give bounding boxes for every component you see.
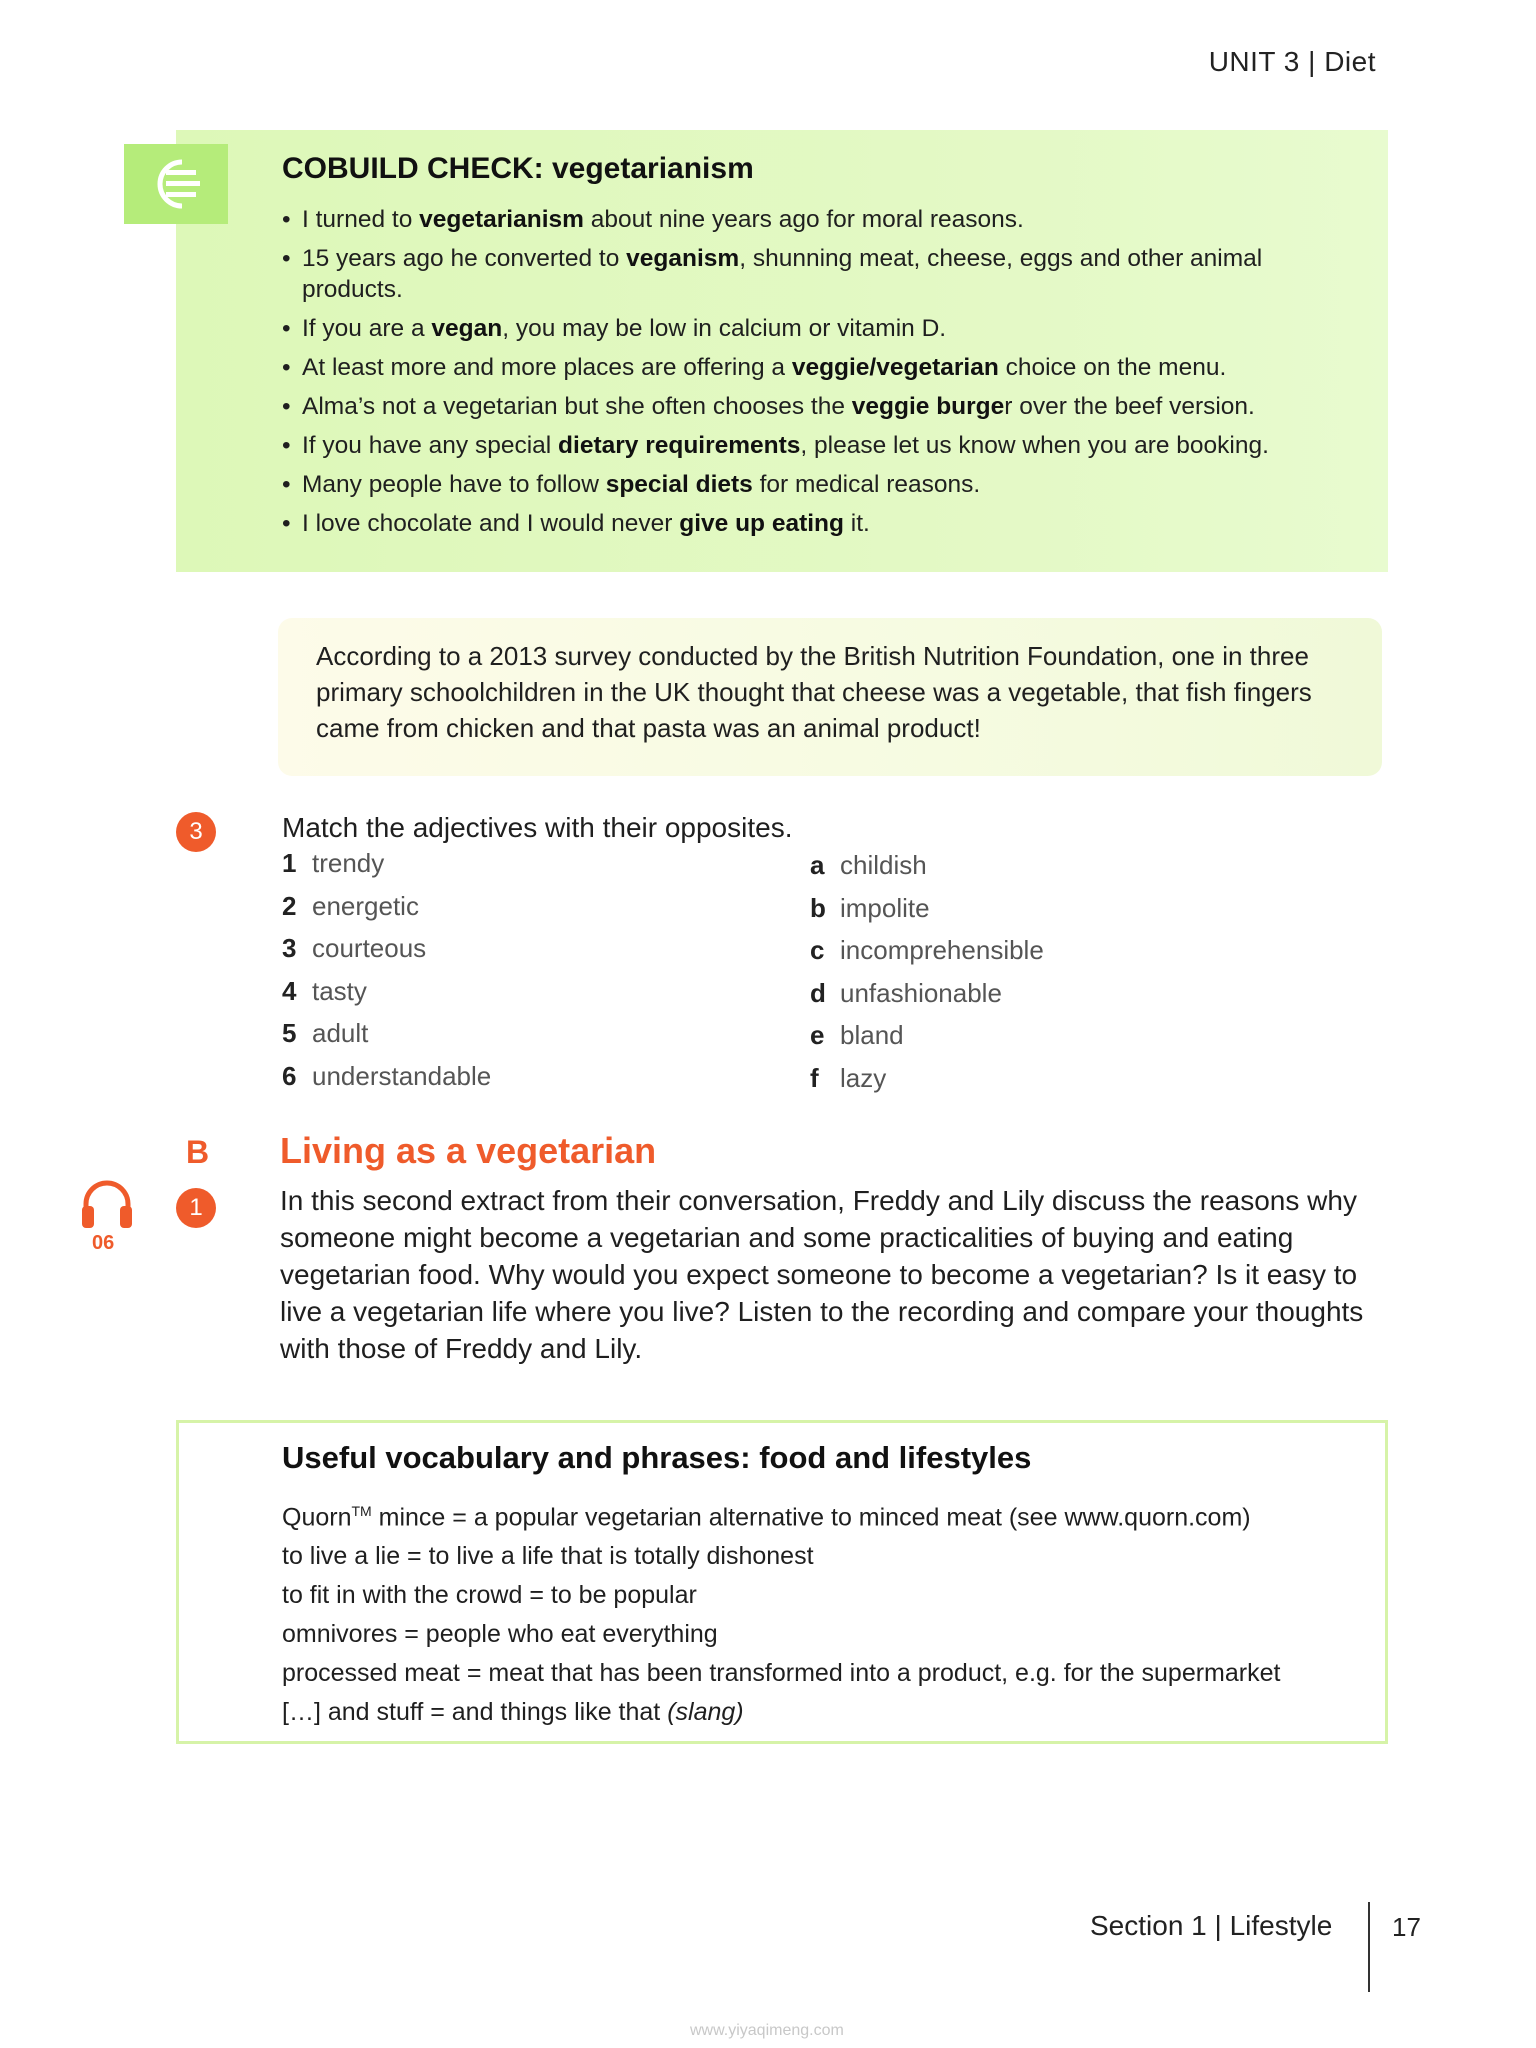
match-label: 1	[282, 848, 297, 878]
cobuild-example	[282, 430, 1362, 461]
match-word: unfashionable	[840, 977, 1002, 1008]
cobuild-example	[282, 391, 1362, 422]
text-segment: , please let us know when you are booking.	[800, 432, 1269, 459]
text-segment: Alma’s not a vegetarian but she often chooses the	[302, 393, 852, 420]
text-segment: to fit in with the crowd = to be popular	[282, 1581, 697, 1610]
match-label: 6	[282, 1060, 297, 1091]
cobuild-list	[282, 204, 1362, 547]
match-label: 3	[282, 933, 297, 963]
match-word: tasty	[312, 975, 367, 1006]
match-label: 2	[282, 890, 297, 921]
cobuild-example	[282, 243, 1362, 305]
text-segment: choice on the menu.	[998, 354, 1227, 381]
cobuild-example	[282, 204, 1362, 235]
text-segment: If you have any special	[302, 432, 559, 459]
text-segment: At least more and more places are offering a	[302, 354, 792, 381]
match-item	[810, 1063, 886, 1094]
match-label: e	[810, 1020, 825, 1050]
text-segment: omnivores = people who eat everything	[282, 1620, 718, 1649]
match-word: impolite	[840, 892, 930, 923]
text-segment: Quorn	[282, 1503, 352, 1532]
match-word: courteous	[312, 933, 427, 963]
cobuild-example	[282, 508, 1362, 539]
section-letter: B	[186, 1134, 210, 1170]
text-segment: , shunning meat, cheese, eggs and other animal products.	[302, 245, 1263, 303]
key-term: special diets	[605, 471, 753, 498]
key-term: veganism	[626, 245, 740, 272]
match-item	[810, 893, 930, 924]
text-segment: TM	[351, 1503, 372, 1519]
exercise-number-badge: 1	[176, 1188, 216, 1228]
match-word: adult	[312, 1018, 369, 1048]
match-word: understandable	[312, 1060, 492, 1091]
text-segment: If you are a	[302, 315, 432, 342]
text-segment: I love chocolate and I would never	[302, 510, 680, 537]
cobuild-title: COBUILD CHECK: vegetarianism	[282, 152, 754, 185]
text-segment: processed meat = meat that has been transformed into a product, e.g. for the supermarket	[282, 1659, 1281, 1688]
watermark: www.yiyaqimeng.com	[690, 2022, 844, 2039]
match-item	[282, 1018, 368, 1049]
text-segment: for medical reasons.	[752, 471, 981, 498]
match-item	[282, 933, 426, 964]
match-label: b	[810, 892, 826, 923]
text-segment: (slang)	[667, 1698, 744, 1727]
text-segment: I turned to	[302, 206, 420, 233]
text-segment: Many people have to follow	[302, 471, 606, 498]
cobuild-example	[282, 352, 1362, 383]
running-head: UNIT 3 | Diet	[1208, 46, 1376, 77]
text-segment: 15 years ago he converted to	[302, 245, 627, 272]
match-label: 5	[282, 1018, 297, 1048]
text-segment: to live a lie = to live a life that is totally dishonest	[282, 1542, 814, 1571]
exercise-text: In this second extract from their conversation, Freddy and Lily discuss the reasons why someone might become a vegetarian and some practicalities of buying and eating vegetarian food. Why would you expect someone to become a vegetarian? Is it easy to live a vegetarian life where you live? Listen to the recording and compare your thoughts with those of Freddy and Lily.	[280, 1185, 1364, 1364]
footer-section-label: Section 1 | Lifestyle	[1090, 1910, 1333, 1941]
exercise-instruction: Match the adjectives with their opposites.	[282, 812, 793, 843]
text-segment: r over the beef version.	[1004, 393, 1255, 420]
match-item	[810, 1020, 904, 1051]
vocab-list	[282, 1496, 1372, 1736]
text-segment: […] and stuff = and things like that	[282, 1698, 668, 1727]
match-word: childish	[840, 850, 927, 880]
match-item	[810, 850, 927, 881]
match-label: 4	[282, 975, 297, 1006]
cobuild-tab	[124, 144, 228, 224]
cobuild-example	[282, 469, 1362, 500]
exercise-number-badge: 3	[176, 812, 216, 852]
audio-track-number: 06	[92, 1232, 115, 1254]
match-item	[810, 935, 1044, 966]
headphones-icon[interactable]	[80, 1178, 134, 1235]
match-item	[282, 848, 384, 879]
vocab-entry	[282, 1619, 1372, 1649]
cobuild-logo-icon	[142, 156, 210, 212]
match-label: c	[810, 935, 825, 965]
match-item	[282, 1061, 491, 1092]
match-label: f	[810, 1062, 819, 1093]
page-number: 17	[1392, 1912, 1421, 1942]
footer-divider	[1368, 1902, 1370, 1992]
match-word: energetic	[312, 890, 419, 921]
key-term: vegan	[431, 315, 503, 342]
text-segment: about nine years ago for moral reasons.	[583, 206, 1024, 233]
vocab-entry	[282, 1541, 1372, 1571]
text-segment: it.	[843, 510, 870, 537]
key-term: veggie/vegetarian	[791, 354, 999, 381]
text-segment: mince = a popular vegetarian alternative to minced meat (see www.quorn.com)	[371, 1503, 1251, 1532]
vocab-entry	[282, 1496, 1372, 1532]
match-item	[810, 978, 1002, 1009]
vocab-entry	[282, 1697, 1372, 1727]
section-title: Living as a vegetarian	[280, 1130, 657, 1171]
match-item	[282, 891, 419, 922]
key-term: give up eating	[679, 510, 844, 537]
vocab-entry	[282, 1658, 1372, 1688]
match-word: trendy	[312, 848, 385, 878]
vocab-entry	[282, 1580, 1372, 1610]
match-word: bland	[840, 1020, 904, 1050]
match-label: d	[810, 977, 826, 1008]
text-segment: , you may be low in calcium or vitamin D.	[502, 315, 947, 342]
match-word: lazy	[840, 1062, 887, 1093]
key-term: vegetarianism	[419, 206, 584, 233]
vocab-title: Useful vocabulary and phrases: food and lifestyles	[282, 1440, 1032, 1475]
fact-text: According to a 2013 survey conducted by the British Nutrition Foundation, one in three primary schoolchildren in the UK thought that cheese was a vegetable, that fish fingers came from chicken and that pasta was an animal product!	[316, 641, 1312, 743]
key-term: dietary requirements	[558, 432, 801, 459]
match-label: a	[810, 850, 825, 880]
match-item	[282, 976, 367, 1007]
cobuild-example	[282, 313, 1362, 344]
match-word: incomprehensible	[840, 935, 1044, 965]
key-term: veggie burge	[851, 393, 1005, 420]
